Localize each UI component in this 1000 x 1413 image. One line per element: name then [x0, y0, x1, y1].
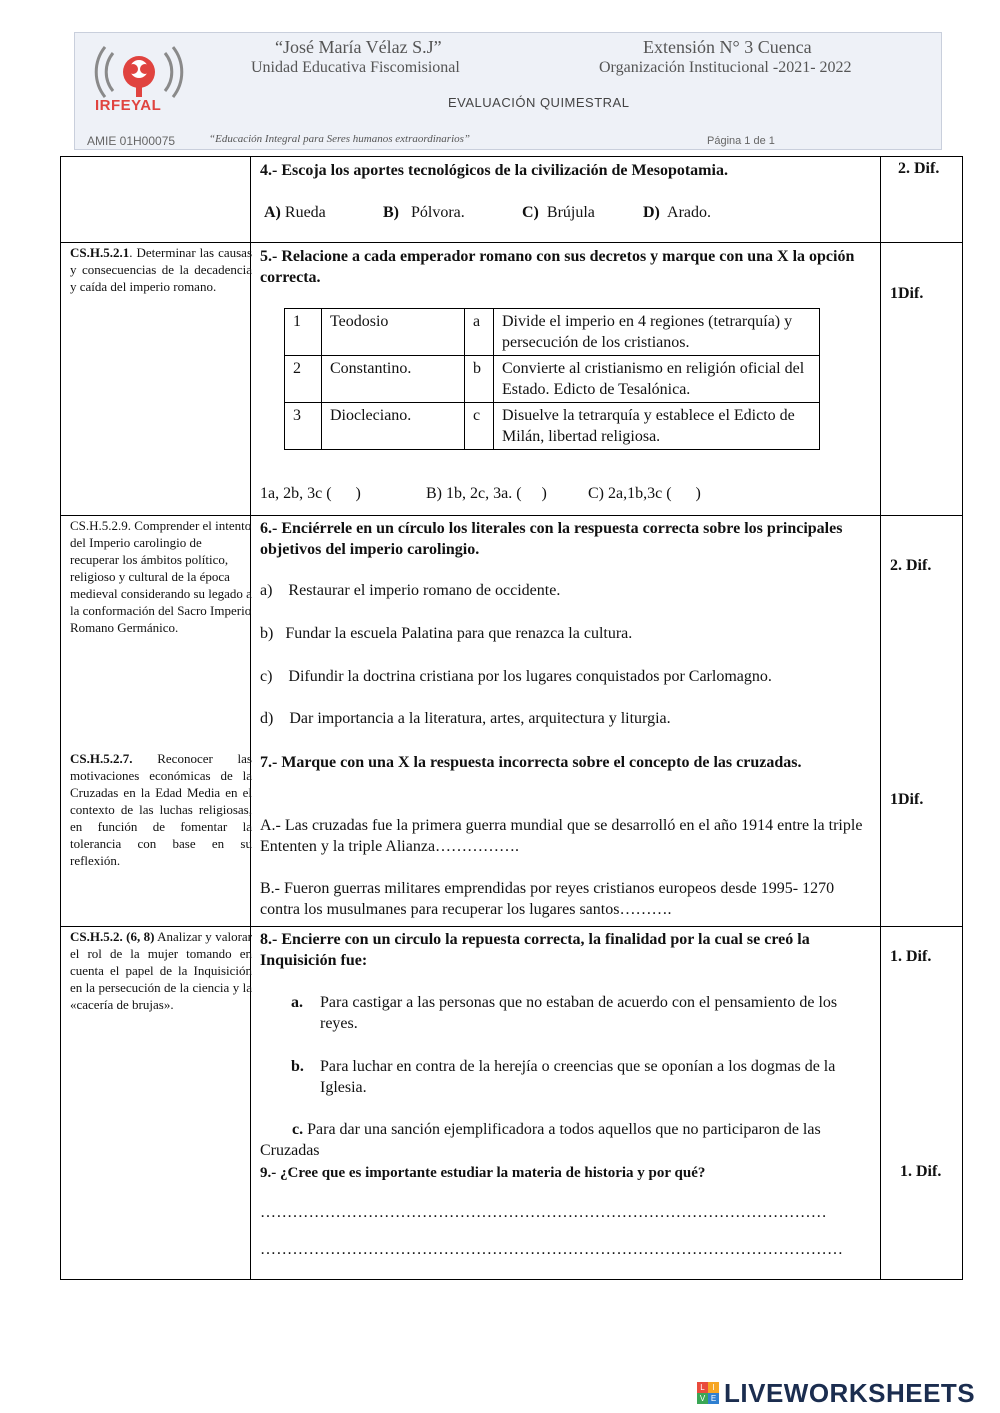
- question-4-title: 4.- Escoja los aportes tecnológicos de la civilización de Mesopotamia.: [260, 162, 728, 179]
- decree-letter: a: [465, 309, 494, 356]
- question-7-title: 7.- Marque con una X la respuesta incorrecta sobre el concepto de las cruzadas.: [260, 754, 802, 771]
- question-8-difficulty: 1. Dif.: [890, 948, 932, 965]
- question-7-option-a[interactable]: A.- Las cruzadas fue la primera guerra mundial que se desarrolló en el año 1914 entre la triple Ententen y la triple Alianza…………….: [260, 817, 863, 855]
- question-4-option-c[interactable]: C) Brújula: [522, 204, 595, 221]
- question-8-option-a-letter: a.: [291, 994, 303, 1011]
- question-4-option-d[interactable]: D) Arado.: [643, 204, 711, 221]
- question-8-title: 8.- Encierre con un circulo la repuesta correcta, la finalidad por la cual se creó la Inquisición fue:: [260, 931, 810, 969]
- row-number: 1: [285, 309, 322, 356]
- question-9-difficulty: 1. Dif.: [900, 1163, 942, 1180]
- evaluation-title: EVALUACIÓN QUIMESTRAL: [448, 95, 630, 110]
- question-6-option-a[interactable]: a) Restaurar el imperio romano de occidente.: [260, 582, 561, 599]
- question-6-option-b[interactable]: b) Fundar la escuela Palatina para que renazca la cultura.: [260, 625, 633, 642]
- question-7-difficulty: 1Dif.: [890, 791, 924, 808]
- question-4-option-b[interactable]: B) Pólvora.: [383, 204, 465, 221]
- question-6-title: 6.- Enciérrele en un círculo los literales con la respuesta correcta sobre los principales objetivos del imperio carolingio.: [260, 520, 843, 558]
- liveworksheets-logo-icon: [697, 1382, 719, 1404]
- question-5-answer-a[interactable]: 1a, 2b, 3c ( ): [260, 485, 361, 502]
- question-9-title: 9.- ¿Cree que es importante estudiar la materia de historia y por qué?: [260, 1165, 706, 1181]
- brand-name: IRFEYAL: [95, 97, 162, 114]
- decree-text: Divide el imperio en 4 regiones (tetrarquía) y persecución de los cristianos.: [494, 309, 820, 356]
- question-6-option-d[interactable]: d) Dar importancia a la literatura, artes, arquitectura y liturgia.: [260, 710, 671, 727]
- emperors-table: [284, 308, 820, 450]
- table-row: [285, 403, 820, 450]
- page-number: Página 1 de 1: [707, 135, 775, 147]
- question-8-criterion: CS.H.5.2. (6, 8) Analizar y valorar el rol de la mujer tomando en cuenta el papel de la Inquisición en la persecución de la ciencia y la «cacería de brujas».: [70, 929, 253, 1012]
- question-8-option-c[interactable]: c. Para dar una sanción ejemplificadora a todos aquellos que no participaron de las Cruzadas: [260, 1121, 821, 1159]
- school-unit: Unidad Educativa Fiscomisional: [251, 59, 460, 76]
- motto: “Educación Integral para Seres humanos extraordinarios”: [209, 133, 471, 145]
- row-number: 2: [285, 356, 322, 403]
- school-extension: Extensión N° 3 Cuenca: [643, 37, 812, 57]
- amie-code: AMIE 01H00075: [87, 134, 176, 148]
- logo-letter: E: [708, 1393, 719, 1404]
- question-8-option-b-letter: b.: [291, 1058, 304, 1075]
- exam-table: [60, 156, 963, 1280]
- table-row: [285, 309, 820, 356]
- logo-letter: V: [697, 1393, 708, 1404]
- question-6-option-c[interactable]: c) Difundir la doctrina cristiana por los lugares conquistados por Carlomagno.: [260, 668, 772, 685]
- question-4-difficulty: 2. Dif.: [898, 160, 940, 177]
- question-6-difficulty: 2. Dif.: [890, 557, 932, 574]
- question-5-answer-b[interactable]: B) 1b, 2c, 3a. ( ): [426, 485, 547, 502]
- decree-text: Disuelve la tetrarquía y establece el Edicto de Milán, libertad religiosa.: [494, 403, 820, 450]
- question-4-option-a[interactable]: A) Rueda: [264, 204, 326, 221]
- school-name: “José María Vélaz S.J”: [275, 37, 442, 57]
- question-5-criterion: CS.H.5.2.1. Determinar las causas y consecuencias de la decadencia y caída del imperio romano.: [70, 245, 252, 294]
- table-row: [285, 356, 820, 403]
- row-divider: [61, 515, 962, 516]
- question-7-option-b[interactable]: B.- Fueron guerras militares emprendidas por reyes cristianos europeos desde 1995- 1270 contra los musulmanes para recuperar los lugares santos……….: [260, 880, 835, 918]
- logo-letter: I: [708, 1382, 719, 1393]
- decree-letter: c: [465, 403, 494, 450]
- question-9-answer-line[interactable]: ……………………………………………………………………………………………: [260, 1204, 827, 1221]
- column-divider-right: [880, 157, 881, 1279]
- emperor-name: Constantino.: [322, 356, 465, 403]
- question-8-option-a[interactable]: Para castigar a las personas que no estaban de acuerdo con el pensamiento de los reyes.: [320, 994, 838, 1032]
- row-number: 3: [285, 403, 322, 450]
- question-5-title: 5.- Relacione a cada emperador romano con sus decretos y marque con una X la opción correcta.: [260, 248, 855, 286]
- liveworksheets-brand: LIVEWORKSHEETS: [724, 1378, 976, 1408]
- logo-letter: L: [697, 1382, 708, 1393]
- emperor-name: Teodosio: [322, 309, 465, 356]
- question-6-criterion: CS.H.5.2.9. Comprender el intento del Imperio carolingio de recuperar los ámbitos político, religioso y cultural de la época medieval considerando su legado a la conformación del Sacro Imperio Romano Germánico.: [70, 518, 252, 635]
- question-8-option-b[interactable]: Para luchar en contra de la herejía o creencias que se oponían a los dogmas de la Iglesia.: [320, 1058, 836, 1096]
- row-divider: [61, 242, 962, 243]
- school-organization: Organización Institucional -2021- 2022: [599, 59, 852, 76]
- page-header: [74, 32, 942, 150]
- question-9-answer-line[interactable]: ………………………………………………………………………………………………: [260, 1241, 844, 1258]
- column-divider-left: [250, 157, 251, 1279]
- question-5-difficulty: 1Dif.: [890, 285, 924, 302]
- question-5-answer-c[interactable]: C) 2a,1b,3c ( ): [588, 485, 701, 502]
- question-7-criterion: CS.H.5.2.7. Reconocer las motivaciones económicas de la Cruzadas en la Edad Media en el contexto de las luchas religiosas, en función de fomentar la tolerancia con base en su reflexión.: [70, 751, 252, 868]
- emperor-name: Diocleciano.: [322, 403, 465, 450]
- row-divider: [61, 926, 962, 927]
- decree-text: Convierte al cristianismo en religión oficial del Estado. Edicto de Tesalónica.: [494, 356, 820, 403]
- decree-letter: b: [465, 356, 494, 403]
